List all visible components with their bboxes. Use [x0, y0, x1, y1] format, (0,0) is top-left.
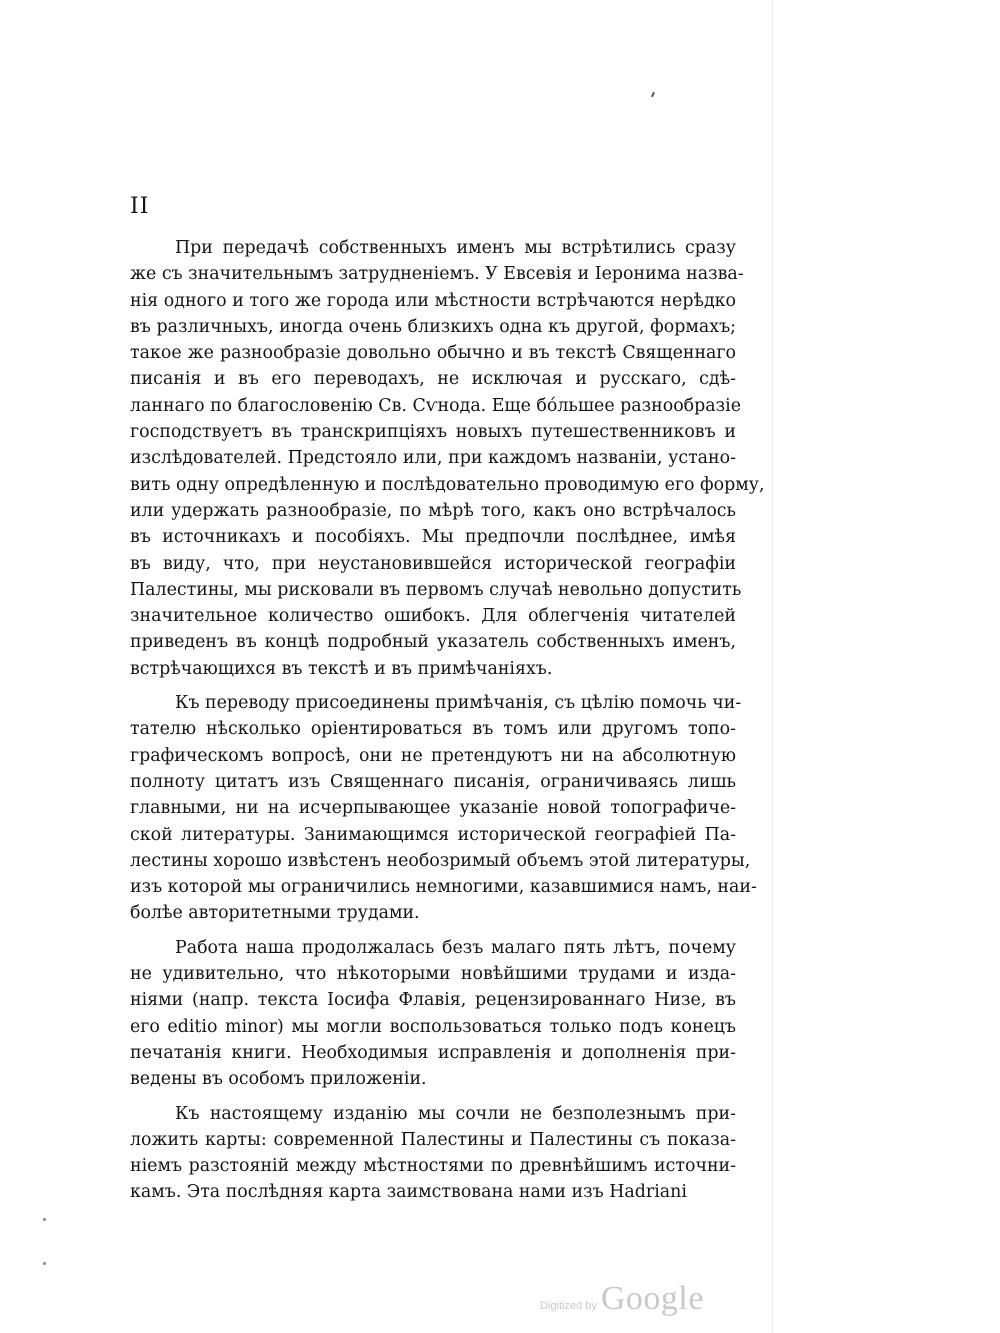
text-line: ложить карты: современной Палестины и Палестины съ показа- [130, 1129, 736, 1150]
scan-edge-line [772, 0, 773, 1333]
text-line: нія одного и того же города или мѣстности встрѣчаются нерѣдко [130, 290, 736, 311]
digitization-watermark [540, 1280, 704, 1318]
text-line: ніемъ разстояній между мѣстностями по древнѣйшимъ источни- [130, 1156, 736, 1177]
text-line: изслѣдователей. Предстояло или, при каждомъ названіи, устано- [130, 448, 736, 469]
text-line: Къ переводу присоединены примѣчанія, съ цѣлію помочь чи- [175, 693, 742, 714]
paragraph-gap [130, 1093, 736, 1101]
paragraph-gap [130, 927, 736, 935]
text-line: болѣе авторитетными трудами. [130, 903, 420, 924]
body-text [130, 235, 765, 1206]
text-line: Работа наша продолжалась безъ малаго пять лѣтъ, почему [175, 937, 736, 958]
text-line: главными, ни на исчерпывающее указаніе новой топографиче- [130, 798, 736, 819]
text-line: вить одну опредѣленную и послѣдовательно проводимую его форму, [130, 474, 765, 495]
text-line: ведены въ особомъ приложеніи. [130, 1069, 427, 1090]
text-line: Палестины, мы рисковали въ первомъ случаѣ невольно допустить [130, 579, 742, 600]
text-line: приведенъ въ концѣ подробный указатель собственныхъ именъ, [130, 632, 736, 653]
text-line: въ виду, что, при неустановившейся исторической географіи [130, 553, 736, 574]
text-line: не удивительно, что нѣкоторыми новѣйшими трудами и изда- [130, 964, 736, 985]
text-line: же съ значительнымъ затрудненіемъ. У Евсевія и Іеронима назва- [130, 264, 744, 285]
stray-ink-mark [651, 92, 655, 97]
text-line: полноту цитатъ изъ Священнаго писанія, ограничиваясь лишь [130, 771, 736, 792]
text-line: ской литературы. Занимающимся исторической географіей Па- [130, 824, 736, 845]
margin-speck [43, 1262, 46, 1265]
text-line: писанія и въ его переводахъ, не исключая и русскаго, сдѣ- [130, 369, 736, 390]
text-line: въ источникахъ и пособіяхъ. Мы предпочли послѣднее, имѣя [130, 527, 736, 548]
margin-speck [43, 1218, 46, 1221]
text-line: лестины хорошо извѣстенъ необозримый объемъ этой литературы, [130, 850, 751, 871]
page-number: II [130, 194, 150, 219]
text-line: камъ. Эта послѣдняя карта заимствована нами изъ Hadriani [130, 1182, 687, 1203]
text-line: При передачѣ собственныхъ именъ мы встрѣтились сразу [175, 238, 736, 258]
text-line: Къ настоящему изданію мы сочли не безполезнымъ при- [175, 1103, 736, 1124]
text-line: встрѣчающихся въ текстѣ и въ примѣчаніяхъ. [130, 658, 553, 679]
text-line: въ различныхъ, иногда очень близкихъ одна къ другой, формахъ; [130, 316, 736, 337]
text-line: изъ которой мы ограничились немногими, казавшимися намъ, наи- [130, 877, 757, 898]
text-line: его editio minor) мы могли воспользоваться только подъ конецъ [130, 1016, 736, 1037]
text-line: графическомъ вопросѣ, они не претендуютъ ни на абсолютную [130, 745, 736, 766]
paragraph-gap [130, 682, 736, 690]
google-logo: Google [600, 1280, 704, 1317]
text-line: тателю нѣсколько оріентироваться въ томъ или другомъ топо- [130, 719, 736, 740]
text-line: господствуетъ въ транскрипціяхъ новыхъ путешественниковъ и [130, 422, 736, 443]
text-line: или удержать разнообразіе, по мѣрѣ того, какъ оно встрѣчалось [130, 500, 736, 521]
text-line: значительное количество ошибокъ. Для облегченія читателей [130, 606, 736, 627]
text-line: такое же разнообразіе довольно обычно и въ текстѣ Священнаго [130, 343, 736, 364]
text-line: печатанія книги. Необходимыя исправленія и дополненія при- [130, 1042, 736, 1063]
watermark-prefix: Digitized by [540, 1300, 597, 1312]
text-line: ланнаго по благословенію Св. Сѵнода. Еще бóльшее разнообразіе [130, 395, 741, 416]
text-line: ніями (напр. текста Іосифа Флавія, рецензированнаго Низе, въ [130, 990, 736, 1011]
